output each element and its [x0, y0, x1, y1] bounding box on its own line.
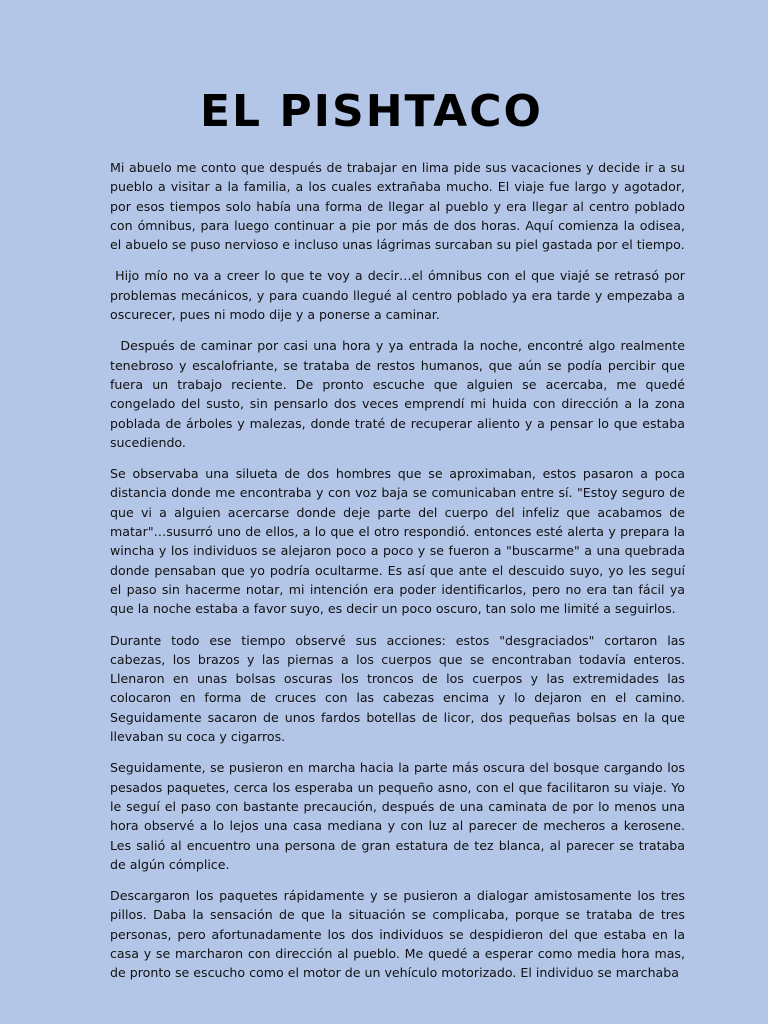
document-page [110, 84, 690, 995]
paragraph-3: Después de caminar por casi una hora y ya entrada la noche, encontré algo realmente tenebroso y escalofriante, se trataba de restos humanos, que aún se podía percibir que fuera un trabajo reciente. De pronto escuche que alguien se acercaba, me quedé congelado del susto, sin pensarlo dos veces emprendí mi huida con dirección a la zona poblada de árboles y malezas, donde traté de recuperar aliento y a pensar lo que estaba sucediendo. [110, 338, 690, 450]
paragraph-1: Mi abuelo me conto que después de trabajar en lima pide sus vacaciones y decide ir a su pueblo a visitar a la familia, a los cuales extrañaba mucho. El viaje fue largo y agotador, por esos tiempos solo había una forma de llegar al pueblo y era llegar al centro poblado con ómnibus, para luego continuar a pie por más de dos horas. Aquí comienza la odisea, el abuelo se puso nervioso e incluso unas lágrimas surcaban su piel gastada por el tiempo. [110, 160, 690, 253]
paragraph-6: Seguidamente, se pusieron en marcha hacia la parte más oscura del bosque cargando los pesados paquetes, cerca los esperaba un pequeño asno, con el que facilitaron su viaje. Yo le seguí el paso con bastante precaución, después de una caminata de por lo menos una hora observé a lo lejos una casa mediana y con luz al parecer de mecheros a kerosene. Les salió al encuentro una persona de gran estatura de tez blanca, al parecer se trataba de algún cómplice. [110, 760, 690, 872]
paragraph-4: Se observaba una silueta de dos hombres que se aproximaban, estos pasaron a poca distancia donde me encontraba y con voz baja se comunicaban entre sí. "Estoy seguro de que vi a alguien acercarse donde deje parte del cuerpo del infeliz que acabamos de matar"…susurró uno de ellos, a lo que el otro respondió. entonces esté alerta y prepara la wincha y los individuos se alejaron poco a poco y se fueron a "buscarme" a una quebrada donde pensaban que yo podría ocultarme. Es así que ante el descuido suyo, yo les seguí el paso sin hacerme notar, mi intención era poder identificarlos, pero no era tan fácil ya que la noche estaba a favor suyo, es decir un poco oscuro, tan solo me limité a seguirlos. [110, 466, 690, 617]
document-title: EL PISHTACO [200, 86, 543, 137]
paragraph-2: Hijo mío no va a creer lo que te voy a decir…el ómnibus con el que viajé se retrasó por problemas mecánicos, y para cuando llegué al centro poblado ya era tarde y empezaba a oscurecer, pues ni modo dije y a ponerse a caminar. [110, 268, 690, 323]
paragraph-5: Durante todo ese tiempo observé sus acciones: estos "desgraciados" cortaron las cabezas, los brazos y las piernas a los cuerpos que se encontraban todavía enteros. Llenaron en unas bolsas oscuras los troncos de los cuerpos y las extremidades las colocaron en forma de cruces con las cabezas encima y lo dejaron en el camino. Seguidamente sacaron de unos fardos botellas de licor, dos pequeñas bolsas en la que llevaban su coca y cigarros. [110, 632, 690, 745]
paragraph-7: Descargaron los paquetes rápidamente y se pusieron a dialogar amistosamente los tres pillos. Daba la sensación de que la situación se complicaba, porque se trataba de tres personas, pero afortunadamente los dos individuos se despidieron del que estaba en la casa y se marcharon con dirección al pueblo. Me quedé a esperar como media hora mas, de pronto se escucho como el motor de un vehículo motorizado. El individuo se marchaba [110, 888, 690, 981]
